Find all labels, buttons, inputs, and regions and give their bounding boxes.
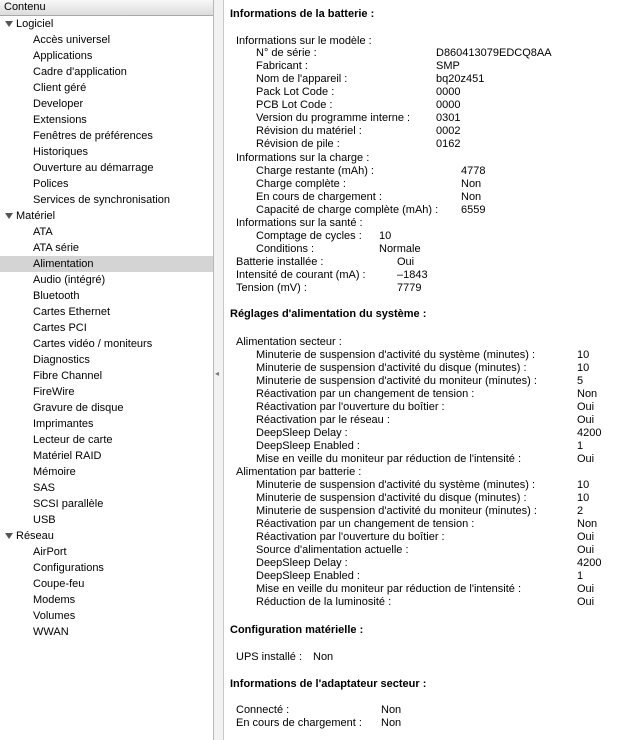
sidebar-item-alimentation[interactable]: Alimentation (0, 256, 213, 272)
property-value: 4200 (577, 557, 602, 569)
sidebar-item-imprimantes[interactable]: Imprimantes (33, 418, 94, 430)
property-value: 10 (577, 349, 590, 361)
sidebar-item-cartes-ethernet[interactable]: Cartes Ethernet (33, 306, 111, 318)
property-label: DeepSleep Enabled : (256, 440, 360, 452)
sidebar-group-label: Réseau (16, 530, 54, 542)
property-label: Tension (mV) : (236, 282, 307, 294)
property-value: Oui (577, 453, 595, 465)
property-label: Mise en veille du moniteur par réduction de l'intensité : (256, 583, 522, 595)
property-value: Oui (577, 531, 595, 543)
sidebar-item-developer[interactable]: Developer (33, 98, 84, 110)
sidebar-item-cadre-d-application[interactable]: Cadre d'application (33, 66, 127, 78)
sidebar-item-cartes-pci[interactable]: Cartes PCI (33, 322, 87, 334)
sidebar-item-volumes[interactable]: Volumes (33, 610, 76, 622)
property-label: Minuterie de suspension d'activité du système (minutes) : (256, 479, 536, 491)
sidebar-item-client-gere[interactable]: Client géré (33, 82, 87, 94)
property-value: 6559 (461, 204, 486, 216)
property-value: 1 (577, 570, 584, 582)
property-label: Réactivation par l'ouverture du boîtier : (256, 401, 445, 413)
sidebar-tree (0, 16, 213, 640)
sidebar-item-sas[interactable]: SAS (33, 482, 56, 494)
property-value: 0162 (436, 138, 461, 150)
battery-info-title: Informations de la batterie : (230, 8, 375, 20)
ac-adapter-title: Informations de l'adaptateur secteur : (230, 678, 427, 690)
property-label: Réactivation par le réseau : (256, 414, 390, 426)
sidebar-item-scsi-parallele[interactable]: SCSI parallèle (33, 498, 104, 510)
property-value: Non (381, 704, 402, 716)
property-label: En cours de chargement : (236, 717, 362, 729)
sidebar-item-extensions[interactable]: Extensions (33, 114, 87, 126)
sidebar-group-label: Matériel (16, 210, 56, 222)
battery-power-header: Alimentation par batterie : (236, 466, 362, 478)
property-label: Charge complète : (256, 178, 346, 190)
property-value: Non (461, 178, 482, 190)
property-value: Oui (577, 401, 595, 413)
property-label: DeepSleep Delay : (256, 557, 348, 569)
sidebar-item-gravure-de-disque[interactable]: Gravure de disque (33, 402, 124, 414)
property-label: Batterie installée : (236, 256, 324, 268)
sidebar-item-firewire[interactable]: FireWire (33, 386, 75, 398)
property-label: Révision de pile : (256, 138, 340, 150)
sidebar-item-applications[interactable]: Applications (33, 50, 93, 62)
sidebar-item-bluetooth[interactable]: Bluetooth (33, 290, 80, 302)
property-label: Pack Lot Code : (256, 86, 335, 98)
sidebar-item-materiel-raid[interactable]: Matériel RAID (33, 450, 102, 462)
property-value: Non (461, 191, 482, 203)
property-value: SMP (436, 60, 460, 72)
property-value: 7779 (397, 282, 422, 294)
sidebar-item-airport[interactable]: AirPort (33, 546, 67, 558)
ups-installed-value: Non (313, 651, 334, 663)
property-label: Minuterie de suspension d'activité du moniteur (minutes) : (256, 505, 537, 517)
sidebar-header[interactable]: Contenu (0, 0, 213, 16)
sidebar-item-wwan[interactable]: WWAN (33, 626, 69, 638)
property-value: 2 (577, 505, 584, 517)
sidebar-item-usb[interactable]: USB (33, 514, 56, 526)
property-value: 10 (577, 492, 590, 504)
sidebar-group-logiciel[interactable] (0, 16, 213, 32)
property-value: 1 (577, 440, 584, 452)
property-label: Fabricant : (256, 60, 308, 72)
property-value: 4778 (461, 165, 486, 177)
property-label: Comptage de cycles : (256, 230, 362, 242)
property-value: bq20z451 (436, 73, 485, 85)
property-value: 0000 (436, 99, 461, 111)
property-value: D860413079EDCQ8AA (436, 47, 552, 59)
sidebar-item-polices[interactable]: Polices (33, 178, 69, 190)
sidebar-item-coupe-feu[interactable]: Coupe-feu (33, 578, 85, 590)
property-value: Oui (577, 414, 595, 426)
property-label: DeepSleep Delay : (256, 427, 348, 439)
sidebar-group-materiel[interactable] (0, 208, 213, 224)
sidebar-item-memoire[interactable]: Mémoire (33, 466, 76, 478)
property-label: Réactivation par un changement de tension : (256, 518, 475, 530)
property-label: Minuterie de suspension d'activité du système (minutes) : (256, 349, 536, 361)
sidebar-item-fibre-channel[interactable]: Fibre Channel (33, 370, 103, 382)
property-label: Réactivation par un changement de tension : (256, 388, 475, 400)
property-label: Mise en veille du moniteur par réduction de l'intensité : (256, 453, 522, 465)
sidebar (0, 0, 214, 740)
sidebar-item-ata[interactable]: ATA (33, 226, 53, 238)
sidebar-group-label: Logiciel (16, 18, 54, 30)
property-label: Conditions : (256, 243, 315, 255)
property-value: 4200 (577, 427, 602, 439)
sidebar-item-fenetres-de-preferences[interactable]: Fenêtres de préférences (33, 130, 153, 142)
property-label: Nom de l'appareil : (256, 73, 348, 85)
property-value: Non (381, 717, 402, 729)
property-label: Minuterie de suspension d'activité du moniteur (minutes) : (256, 375, 537, 387)
charge-info-header: Informations sur la charge : (236, 152, 370, 164)
property-label: Révision du matériel : (256, 125, 362, 137)
property-value: 10 (577, 479, 590, 491)
ups-installed-label: UPS installé : (236, 651, 303, 663)
property-value: 10 (577, 362, 590, 374)
property-value: Oui (577, 544, 595, 556)
power-settings-title: Réglages d'alimentation du système : (230, 308, 427, 320)
property-value: Oui (577, 596, 595, 608)
property-label: DeepSleep Enabled : (256, 570, 360, 582)
detail-pane (224, 0, 635, 740)
property-label: Charge restante (mAh) : (256, 165, 374, 177)
property-label: N° de série : (256, 47, 317, 59)
disclosure-triangle-icon[interactable] (5, 21, 13, 27)
property-label: Réactivation par l'ouverture du boîtier : (256, 531, 445, 543)
sidebar-item-diagnostics[interactable]: Diagnostics (33, 354, 90, 366)
sidebar-item-historiques[interactable]: Historiques (33, 146, 89, 158)
property-label: Intensité de courant (mA) : (236, 269, 366, 281)
property-value: 0000 (436, 86, 461, 98)
property-label: Capacité de charge complète (mAh) : (256, 204, 439, 216)
property-label: Version du programme interne : (256, 112, 411, 124)
split-view-divider[interactable] (214, 0, 224, 740)
health-info-header: Informations sur la santé : (236, 217, 363, 229)
property-label: Réduction de la luminosité : (256, 596, 392, 608)
property-value: Normale (379, 243, 421, 255)
hardware-config-title: Configuration matérielle : (230, 624, 364, 636)
sidebar-item-acces-universel[interactable]: Accès universel (33, 34, 111, 46)
sidebar-item-modems[interactable]: Modems (33, 594, 76, 606)
property-value: 10 (379, 230, 392, 242)
property-label: Connecté : (236, 704, 290, 716)
property-value: Oui (397, 256, 415, 268)
disclosure-triangle-icon[interactable] (5, 213, 13, 219)
property-label: En cours de chargement : (256, 191, 382, 203)
sidebar-item-audio-integre[interactable]: Audio (intégré) (33, 274, 106, 286)
disclosure-triangle-icon[interactable] (5, 533, 13, 539)
property-label: Source d'alimentation actuelle : (256, 544, 409, 556)
property-value: Non (577, 388, 598, 400)
sidebar-item-ata-serie[interactable]: ATA série (33, 242, 80, 254)
property-value: 5 (577, 375, 584, 387)
property-label: Minuterie de suspension d'activité du disque (minutes) : (256, 362, 527, 374)
property-value: 0002 (436, 125, 461, 137)
property-value: Oui (577, 583, 595, 595)
sidebar-group-reseau[interactable] (0, 528, 213, 544)
sidebar-item-configurations[interactable]: Configurations (33, 562, 104, 574)
property-value: Non (577, 518, 598, 530)
sidebar-item-cartes-video-moniteurs[interactable]: Cartes vidéo / moniteurs (33, 338, 153, 350)
sidebar-item-ouverture-au-demarrage[interactable]: Ouverture au démarrage (33, 162, 154, 174)
property-label: PCB Lot Code : (256, 99, 333, 111)
property-label: Minuterie de suspension d'activité du disque (minutes) : (256, 492, 527, 504)
property-value: –1843 (397, 269, 428, 281)
ac-power-header: Alimentation secteur : (236, 336, 342, 348)
sidebar-item-services-de-synchronisation[interactable]: Services de synchronisation (33, 194, 170, 206)
drag-handle-icon[interactable]: ◂ (215, 369, 220, 378)
property-value: 0301 (436, 112, 461, 124)
model-info-header: Informations sur le modèle : (236, 35, 372, 47)
sidebar-item-lecteur-de-carte[interactable]: Lecteur de carte (33, 434, 113, 446)
